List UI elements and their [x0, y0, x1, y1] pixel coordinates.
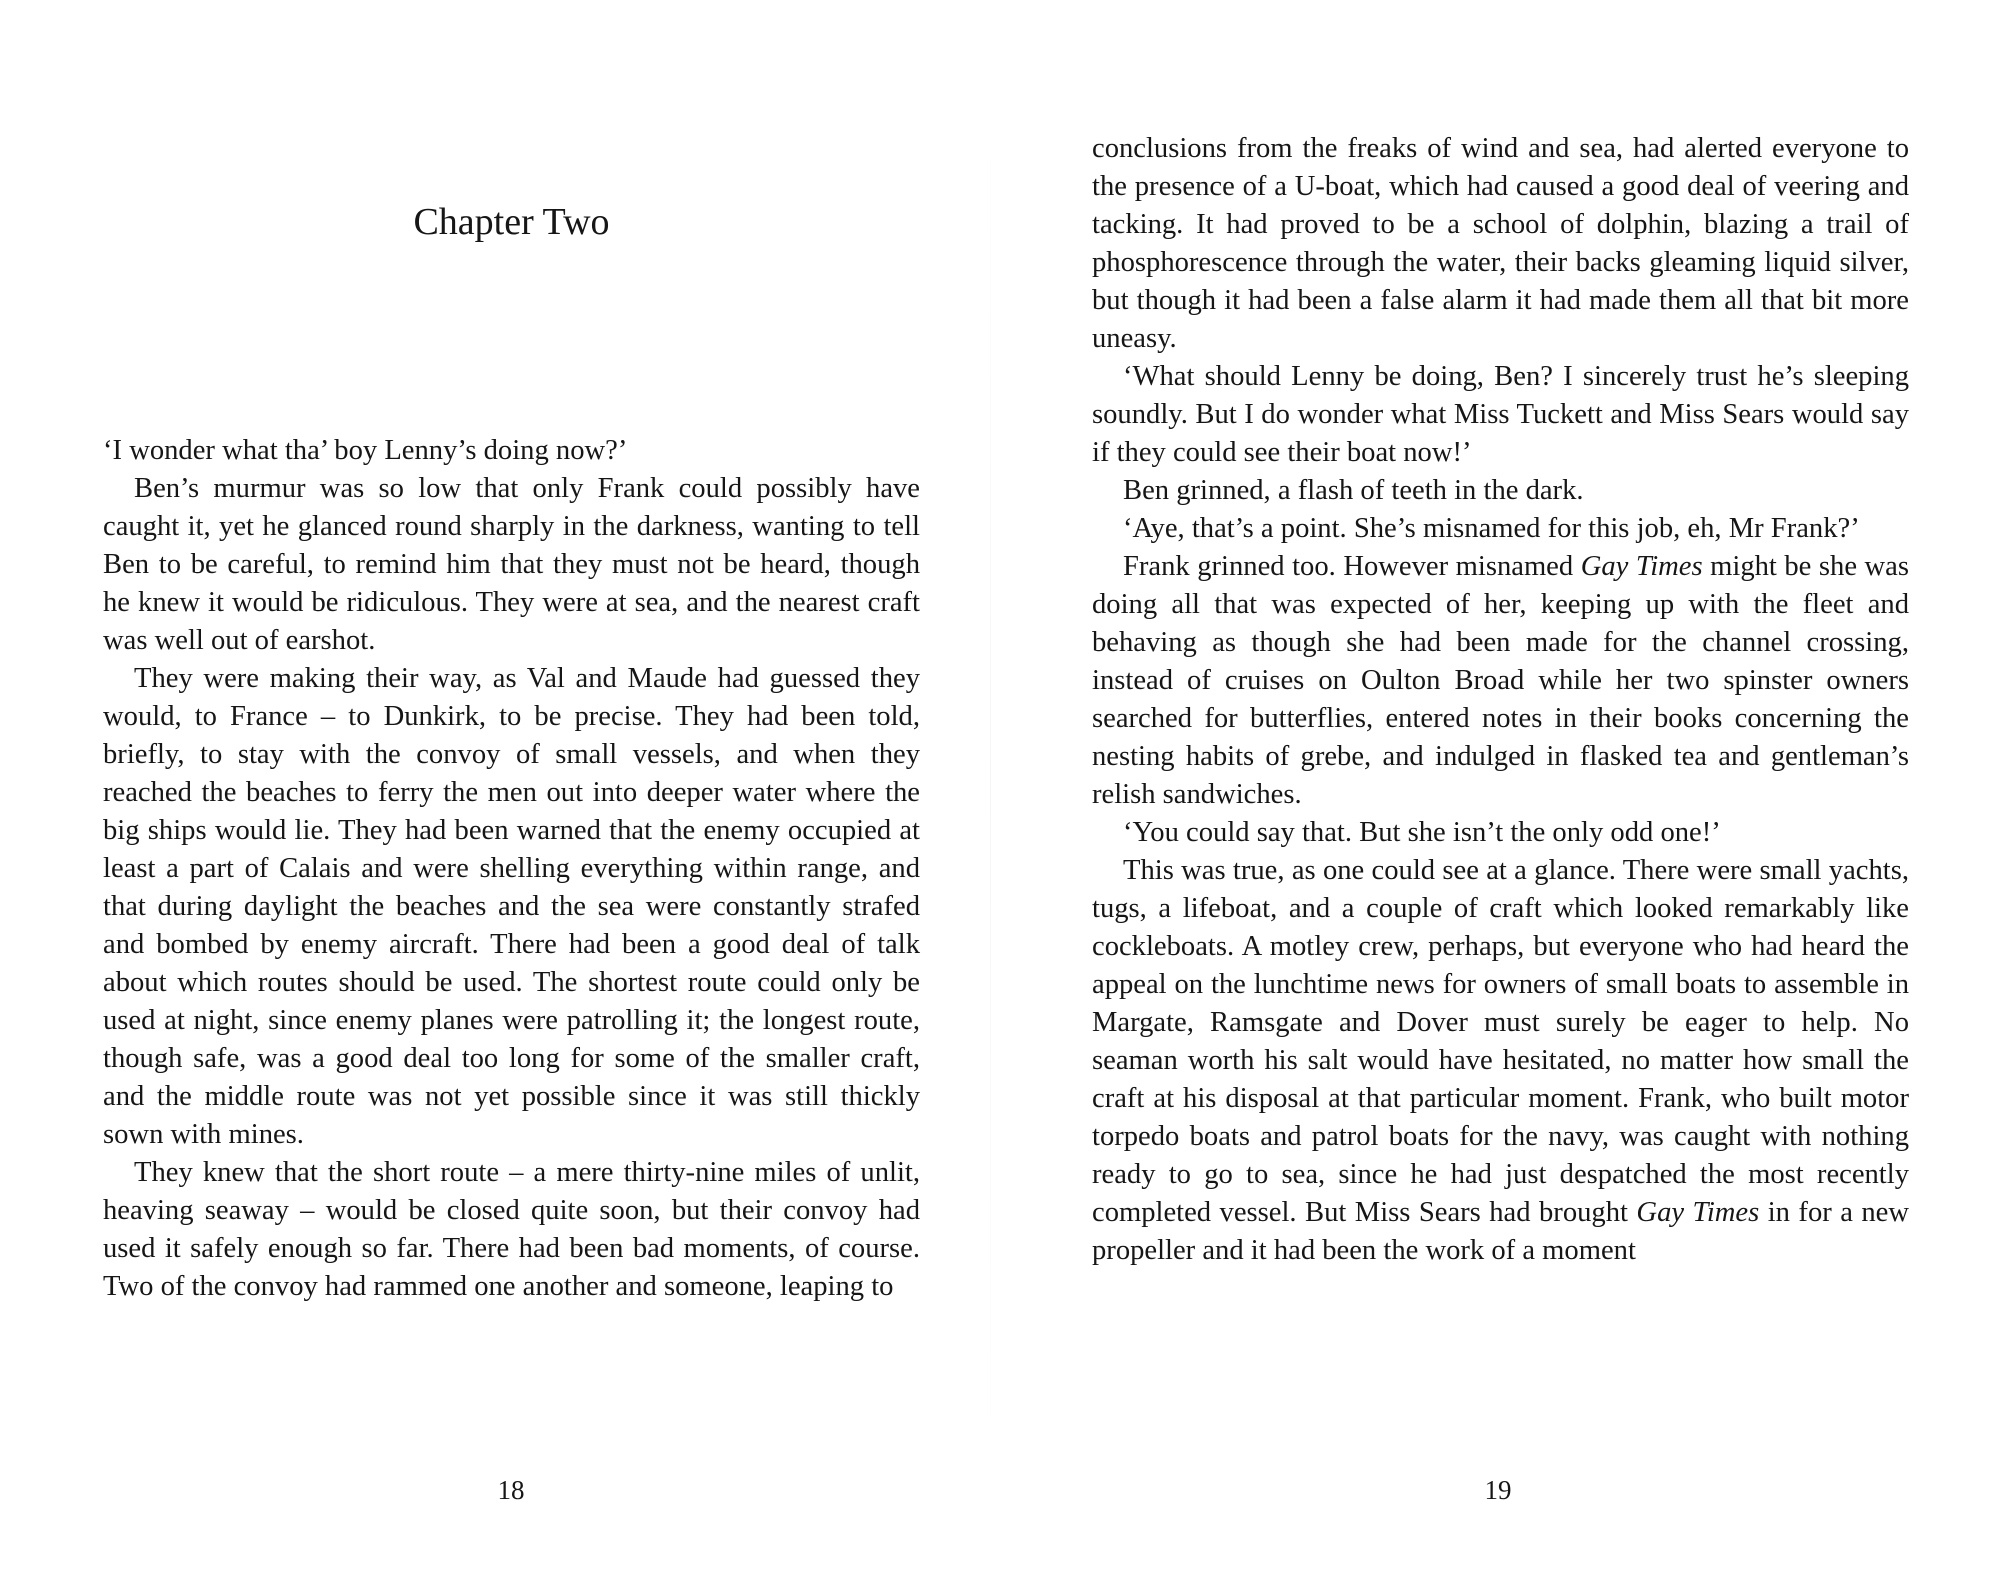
paragraph: ‘I wonder what tha’ boy Lenny’s doing now?’ [103, 435, 628, 466]
text-run: in for a new propeller and it had been the work of a moment [1092, 1197, 1909, 1266]
chapter-title: Chapter Two [413, 201, 610, 243]
boat-name: Gay Times [1636, 1197, 1760, 1228]
paragraph: Ben grinned, a flash of teeth in the dark. [1123, 475, 1584, 506]
left-page-body [103, 432, 920, 1306]
paragraph: ‘You could say that. But she isn’t the only odd one!’ [1123, 817, 1721, 848]
paragraph: They were making their way, as Val and Maude had guessed they would, to France – to Dunkirk, to be precise. They had been told, briefly, to stay with the convoy of small vessels, and when they reached the beaches to ferry the men out into deeper water where the big ships would lie. They had been warned that the enemy occupied at least a part of Calais and were shelling everything within range, and that during daylight the beaches and the sea were constantly strafed and bombed by enemy aircraft. There had been a good deal of talk about which routes should be used. The shortest route could only be used at night, since enemy planes were patrolling it; the longest route, though safe, was a good deal too long for some of the smaller craft, and the middle route was not yet possible since it was still thickly sown with mines. [103, 663, 920, 1150]
paragraph: ‘What should Lenny be doing, Ben? I sincerely trust he’s sleeping soundly. But I do wonder what Miss Tuckett and Miss Sears would say if they could see their boat now!’ [1092, 361, 1909, 468]
right-page-body [1092, 130, 1909, 1270]
page-number: 19 [1484, 1475, 1512, 1505]
text-run: This was true, as one could see at a glance. There were small yachts, tugs, a lifeboat, and a couple of craft which looked remarkably like cockleboats. A motley crew, perhaps, but everyone who had heard the appeal on the lunchtime news for owners of small boats to assemble in Margate, Ramsgate and Dover must surely be eager to help. No seaman worth his salt would have hesitated, no matter how small the craft at his disposal at that particular moment. Frank, who built motor torpedo boats and patrol boats for the navy, was caught with nothing ready to go to sea, since he had just despatched the most recently completed vessel. But Miss Sears had brought [1092, 855, 1909, 1228]
paragraph [1092, 548, 1909, 814]
paragraph [1092, 852, 1909, 1270]
paragraph: conclusions from the freaks of wind and sea, had alerted everyone to the presence of a U-boat, which had caused a good deal of veering and tacking. It had proved to be a school of dolphin, blazing a trail of phosphorescence through the water, their backs gleaming liquid silver, but though it had been a false alarm it had made them all that bit more uneasy. [1092, 133, 1909, 354]
boat-name: Gay Times [1580, 551, 1703, 582]
right-page [1000, 0, 2000, 1595]
paragraph: They knew that the short route – a mere thirty-nine miles of unlit, heaving seaway – would be closed quite soon, but their convoy had used it safely enough so far. There had been bad moments, of course. Two of the convoy had rammed one another and someone, leaping to [103, 1157, 920, 1302]
text-run: might be she was doing all that was expected of her, keeping up with the fleet and behaving as though she had been made for the channel crossing, instead of cruises on Oulton Broad while her two spinster owners searched for butterflies, entered notes in their books concerning the nesting habits of grebe, and indulged in flasked tea and gentleman’s relish sandwiches. [1092, 551, 1910, 810]
text-run: Frank grinned too. However misnamed [1123, 551, 1581, 582]
gutter-shadow [990, 40, 991, 1540]
page-number: 18 [497, 1475, 525, 1505]
paragraph: ‘Aye, that’s a point. She’s misnamed for this job, eh, Mr Frank?’ [1123, 513, 1860, 544]
paragraph: Ben’s murmur was so low that only Frank could possibly have caught it, yet he glanced round sharply in the darkness, wanting to tell Ben to be careful, to remind him that they must not be heard, though he knew it would be ridiculous. They were at sea, and the nearest craft was well out of earshot. [103, 473, 920, 656]
